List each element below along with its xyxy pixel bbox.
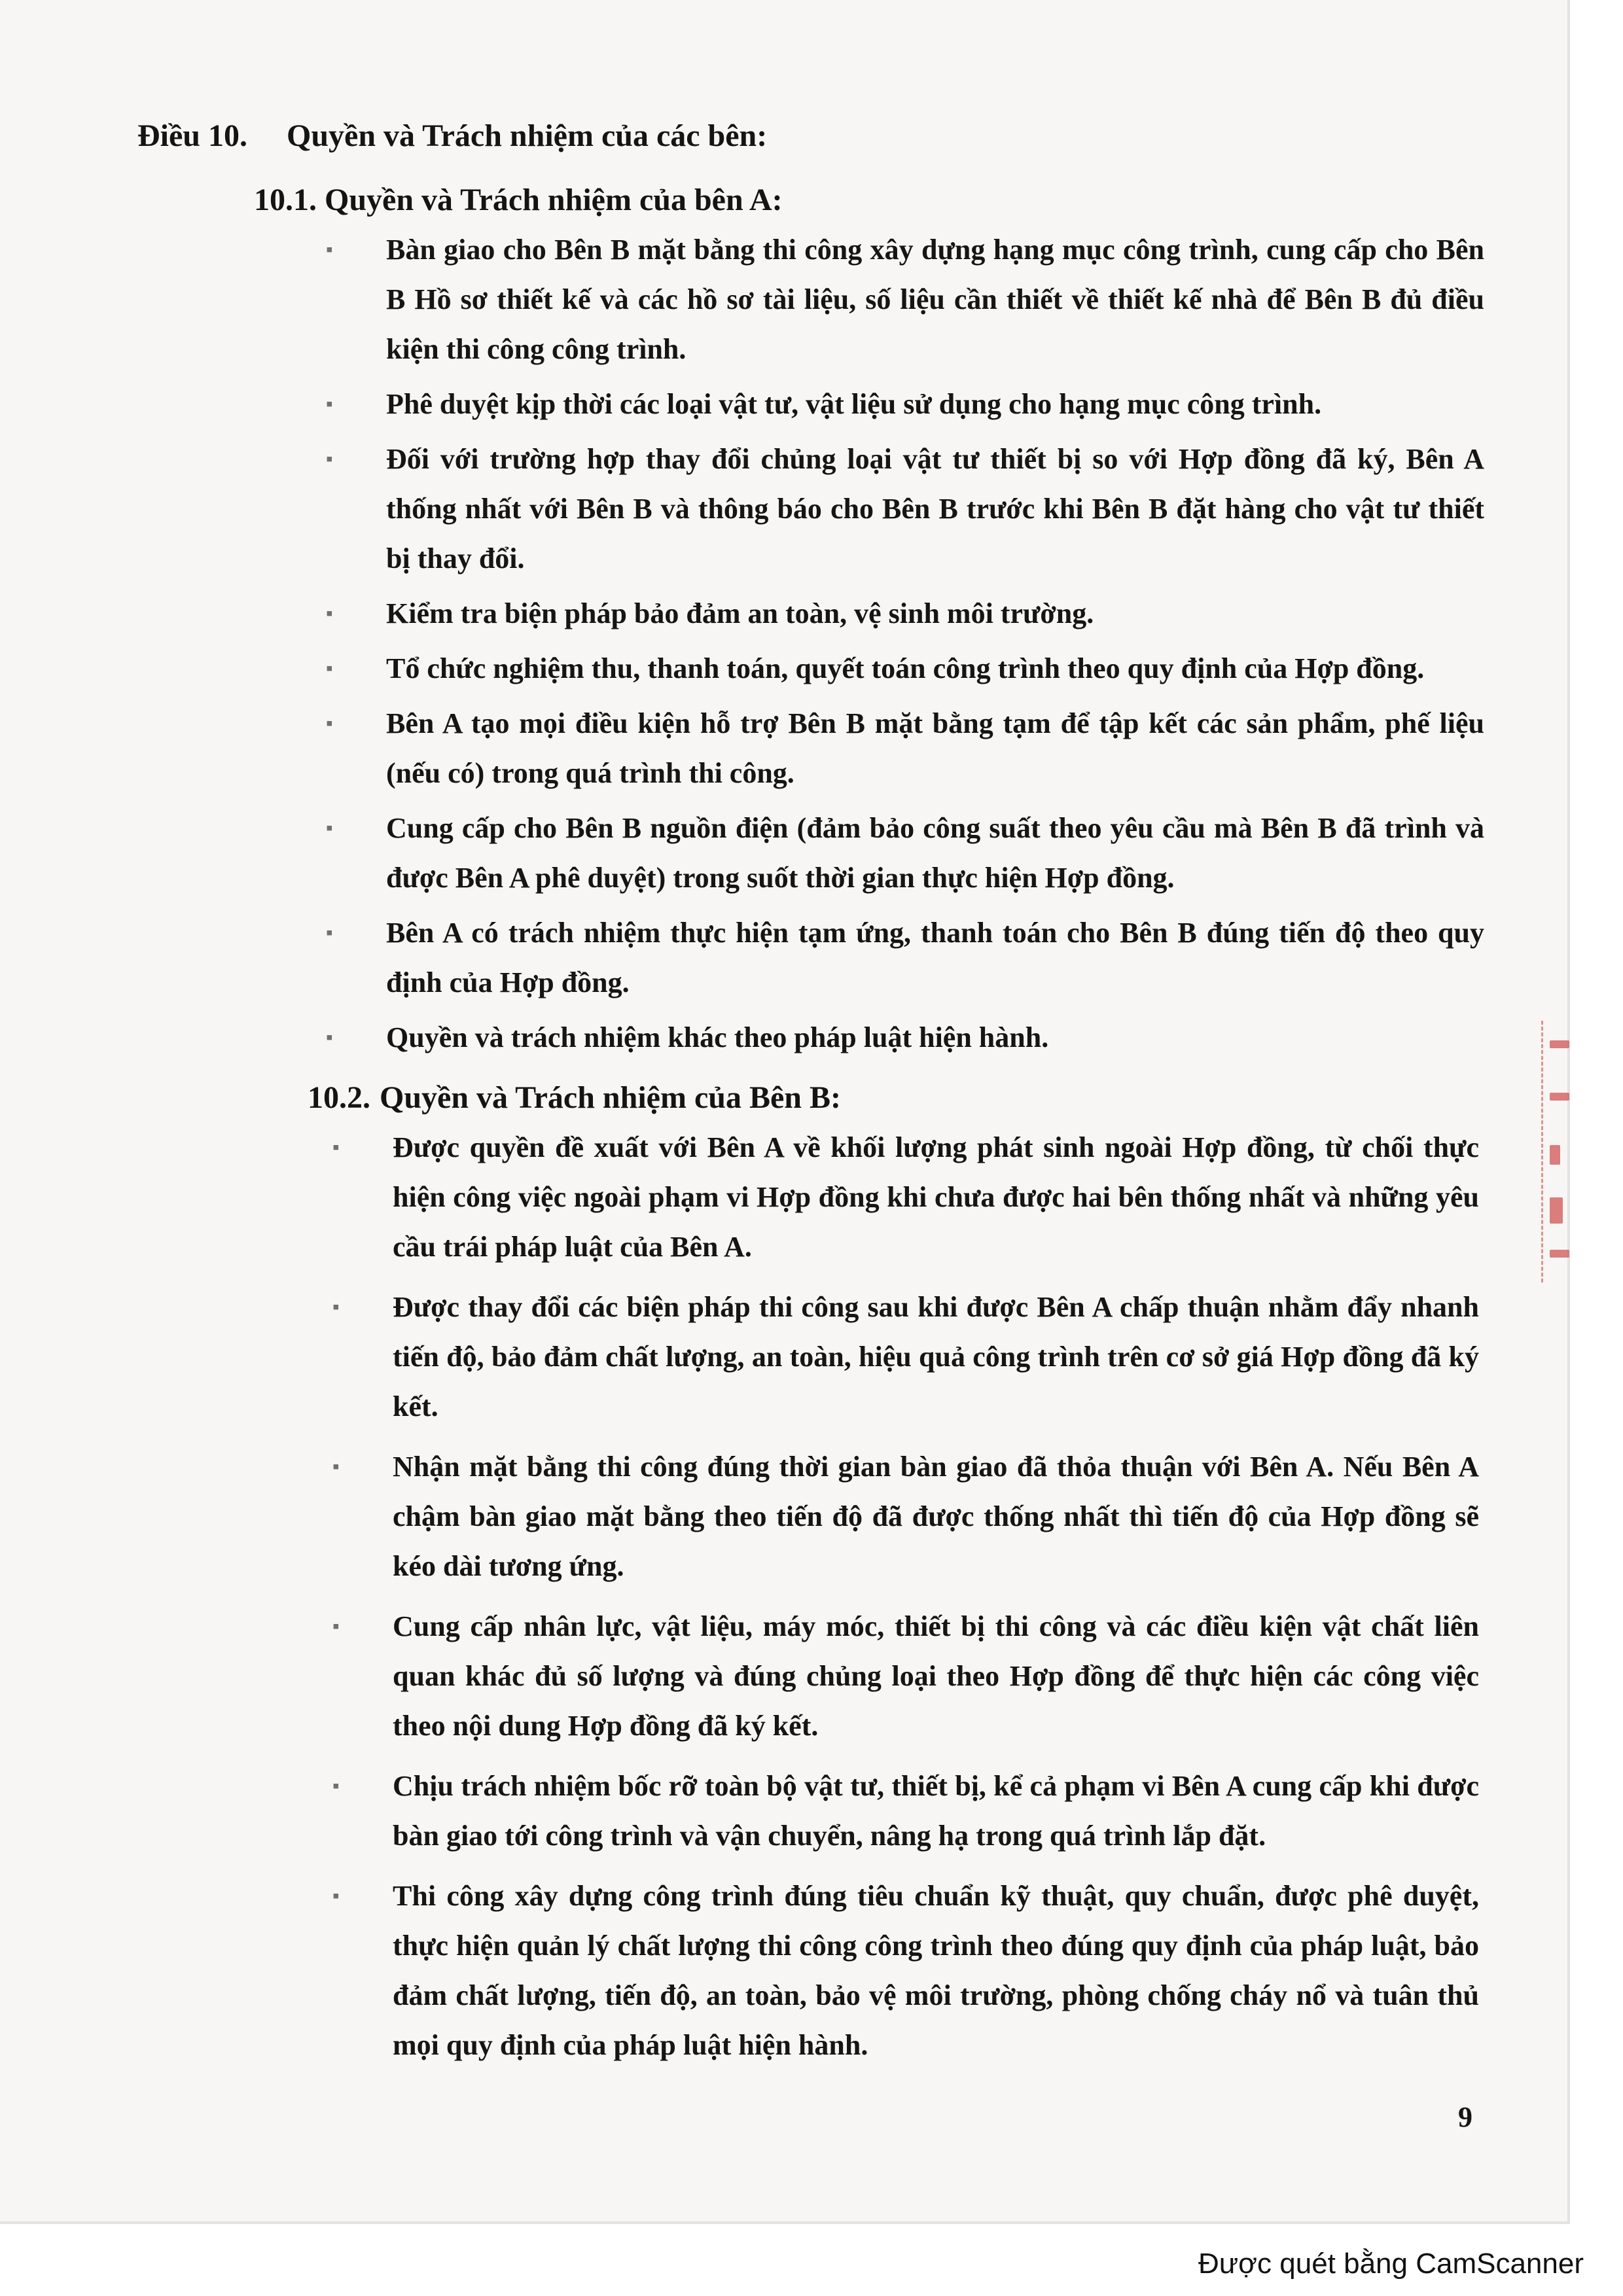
list-item-text: Phê duyệt kịp thời các loại vật tư, vật liệu sử dụng cho hạng mục công trình.: [386, 388, 1322, 420]
bullet-icon: ▪: [326, 658, 333, 679]
section-heading: [308, 1073, 1479, 1123]
list-item: [308, 1761, 1479, 1861]
list-item: [301, 225, 1484, 374]
bullet-icon: ▪: [332, 1296, 340, 1318]
list-item-text: Bên A có trách nhiệm thực hiện tạm ứng, thanh toán cho Bên B đúng tiến độ theo quy định của Hợp đồng.: [386, 917, 1484, 998]
section-10-2: [308, 1073, 1479, 2081]
list-item: [301, 434, 1484, 584]
margin-stamp-mark: [1541, 1021, 1579, 1282]
list-item-text: Được quyền đề xuất với Bên A về khối lượng phát sinh ngoài Hợp đồng, từ chối thực hiện công việc ngoài phạm vi Hợp đồng khi chưa được hai bên thống nhất và những yêu cầu trái pháp luật của Bên A.: [393, 1131, 1479, 1263]
list-item: [308, 1123, 1479, 1272]
list-item: [301, 644, 1484, 694]
bullet-icon: ▪: [332, 1456, 340, 1477]
list-item-text: Bên A tạo mọi điều kiện hỗ trợ Bên B mặt bằng tạm để tập kết các sản phẩm, phế liệu (nếu có) trong quá trình thi công.: [386, 707, 1484, 789]
bullet-icon: ▪: [332, 1775, 340, 1797]
section-number: 10.1.: [254, 183, 317, 217]
section-items: [301, 225, 1484, 1063]
list-item-text: Bàn giao cho Bên B mặt bằng thi công xây dựng hạng mục công trình, cung cấp cho Bên B Hồ sơ thiết kế và các hồ sơ tài liệu, số liệu cần thiết về thiết kế nhà để Bên B đủ điều kiện thi công công trình.: [386, 234, 1484, 365]
section-title: Quyền và Trách nhiệm của Bên B:: [380, 1080, 841, 1115]
list-item-text: Cung cấp cho Bên B nguồn điện (đảm bảo công suất theo yêu cầu mà Bên B đã trình và được Bên A phê duyệt) trong suốt thời gian thực hiện Hợp đồng.: [386, 812, 1484, 894]
list-item-text: Nhận mặt bằng thi công đúng thời gian bàn giao đã thỏa thuận với Bên A. Nếu Bên A chậm bàn giao mặt bằng theo tiến độ đã được thống nhất thì tiến độ của Hợp đồng sẽ kéo dài tương ứng.: [393, 1451, 1479, 1582]
list-item-text: Quyền và trách nhiệm khác theo pháp luật hiện hành.: [386, 1021, 1049, 1053]
list-item: [308, 1442, 1479, 1591]
bullet-icon: ▪: [332, 1885, 340, 1907]
bullet-icon: ▪: [326, 603, 333, 624]
article-number: Điều 10.: [137, 118, 247, 153]
list-item: [301, 908, 1484, 1008]
list-item-text: Chịu trách nhiệm bốc rỡ toàn bộ vật tư, thiết bị, kể cả phạm vi Bên A cung cấp khi được bàn giao tới công trình và vận chuyển, nâng hạ trong quá trình lắp đặt.: [393, 1770, 1479, 1852]
list-item: [301, 380, 1484, 429]
list-item: [308, 1602, 1479, 1751]
section-number: 10.2.: [308, 1080, 370, 1115]
list-item: [301, 804, 1484, 903]
scanner-watermark: Được quét bằng CamScanner: [1198, 2248, 1584, 2280]
list-item: [301, 1013, 1484, 1063]
bullet-icon: ▪: [326, 393, 333, 415]
section-10-1: [254, 175, 1484, 1068]
page-number: 9: [1458, 2101, 1472, 2133]
bullet-icon: ▪: [326, 817, 333, 839]
article-title: Quyền và Trách nhiệm của các bên:: [287, 118, 768, 153]
list-item-text: Đối với trường hợp thay đổi chủng loại vật tư thiết bị so với Hợp đồng đã ký, Bên A thống nhất với Bên B và thông báo cho Bên B trước khi Bên B đặt hàng cho vật tư thiết bị thay đổi.: [386, 443, 1484, 574]
list-item-text: Được thay đổi các biện pháp thi công sau khi được Bên A chấp thuận nhằm đẩy nhanh tiến độ, bảo đảm chất lượng, an toàn, hiệu quả công trình trên cơ sở giá Hợp đồng đã ký kết.: [393, 1291, 1479, 1422]
list-item: [301, 589, 1484, 639]
article-heading: [137, 118, 767, 154]
bullet-icon: ▪: [326, 448, 333, 470]
section-items: [308, 1123, 1479, 2070]
bullet-icon: ▪: [326, 1027, 333, 1048]
bullet-icon: ▪: [332, 1137, 340, 1158]
list-item: [301, 699, 1484, 798]
section-heading: [254, 175, 1484, 225]
list-item-text: Cung cấp nhân lực, vật liệu, máy móc, thiết bị thi công và các điều kiện vật chất liên quan khác đủ số lượng và đúng chủng loại theo Hợp đồng để thực hiện các công việc theo nội dung Hợp đồng đã ký kết.: [393, 1610, 1479, 1742]
bullet-icon: ▪: [326, 713, 333, 734]
list-item: [308, 1282, 1479, 1432]
list-item: [308, 1871, 1479, 2070]
bullet-icon: ▪: [326, 239, 333, 260]
list-item-text: Thi công xây dựng công trình đúng tiêu chuẩn kỹ thuật, quy chuẩn, được phê duyệt, thực hiện quản lý chất lượng thi công công trình theo đúng quy định của pháp luật, bảo đảm chất lượng, tiến độ, an toàn, bảo vệ môi trường, phòng chống cháy nổ và tuân thủ mọi quy định của pháp luật hiện hành.: [393, 1880, 1479, 2061]
section-title: Quyền và Trách nhiệm của bên A:: [325, 183, 783, 217]
list-item-text: Kiểm tra biện pháp bảo đảm an toàn, vệ sinh môi trường.: [386, 597, 1094, 629]
bullet-icon: ▪: [326, 922, 333, 944]
bullet-icon: ▪: [332, 1616, 340, 1637]
list-item-text: Tổ chức nghiệm thu, thanh toán, quyết toán công trình theo quy định của Hợp đồng.: [386, 652, 1425, 684]
